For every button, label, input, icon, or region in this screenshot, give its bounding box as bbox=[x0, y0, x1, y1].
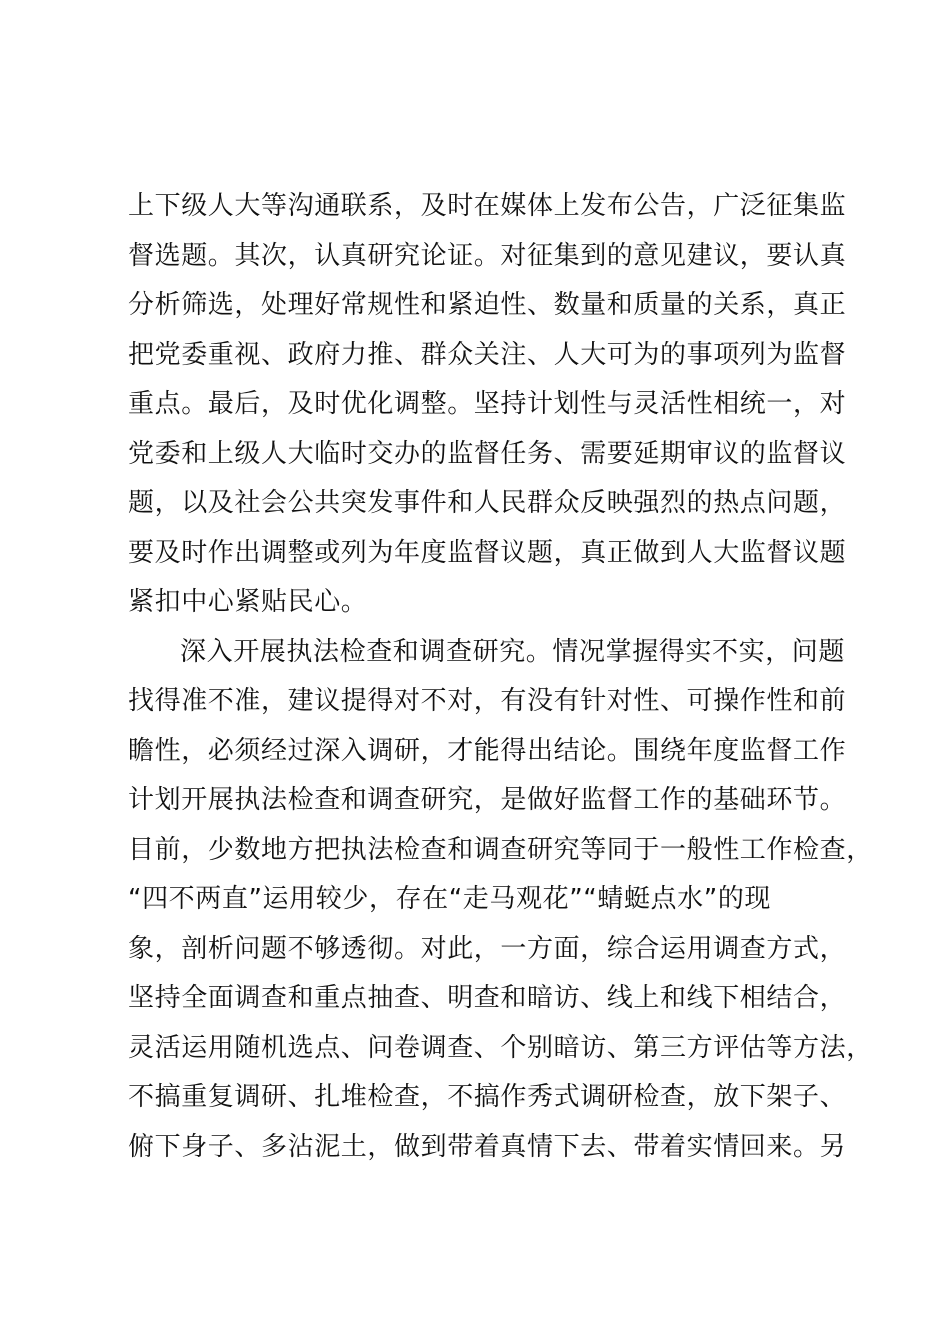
text-line: 坚持全面调查和重点抽查、明查和暗访、线上和线下相结合， bbox=[128, 983, 847, 1013]
text-line: 要及时作出调整或列为年度监督议题，真正做到人大监督议题 bbox=[128, 537, 847, 568]
text-line: 重点。最后，及时优化调整。坚持计划性与灵活性相统一，对 bbox=[128, 389, 847, 419]
text-line: “四不两直”运用较少，存在“走马观花”“蜻蜓点水”的现 bbox=[128, 884, 772, 914]
text-line: 上下级人大等沟通联系，及时在媒体上发布公告，广泛征集监 bbox=[128, 191, 847, 221]
text-line: 把党委重视、政府力推、群众关注、人大可为的事项列为监督 bbox=[128, 339, 847, 370]
text-line: 找得准不准，建议提得对不对，有没有针对性、可操作性和前 bbox=[128, 686, 847, 716]
body-text bbox=[128, 182, 873, 1172]
text-line: 计划开展执法检查和调查研究，是做好监督工作的基础环节。 bbox=[128, 785, 847, 815]
text-line: 紧扣中心紧贴民心。 bbox=[128, 587, 368, 617]
text-line: 目前，少数地方把执法检查和调查研究等同于一般性工作检查， bbox=[128, 834, 873, 865]
text-line: 灵活运用随机选点、问卷调查、个别暗访、第三方评估等方法， bbox=[128, 1032, 873, 1063]
text-line: 题，以及社会公共突发事件和人民群众反映强烈的热点问题， bbox=[128, 488, 847, 518]
text-line: 督选题。其次，认真研究论证。对征集到的意见建议，要认真 bbox=[128, 240, 847, 271]
paragraph-first-line: 深入开展执法检查和调查研究。情况掌握得实不实，问题 bbox=[180, 636, 846, 667]
text-line: 象，剖析问题不够透彻。对此，一方面，综合运用调查方式， bbox=[128, 933, 847, 964]
text-line: 俯下身子、多沾泥土，做到带着真情下去、带着实情回来。另 bbox=[128, 1131, 847, 1162]
text-line: 党委和上级人大临时交办的监督任务、需要延期审议的监督议 bbox=[128, 438, 847, 469]
text-line: 不搞重复调研、扎堆检查，不搞作秀式调研检查，放下架子、 bbox=[128, 1082, 847, 1112]
text-line: 瞻性，必须经过深入调研，才能得出结论。围绕年度监督工作 bbox=[128, 735, 847, 766]
text-line: 分析筛选，处理好常规性和紧迫性、数量和质量的关系，真正 bbox=[128, 290, 847, 320]
